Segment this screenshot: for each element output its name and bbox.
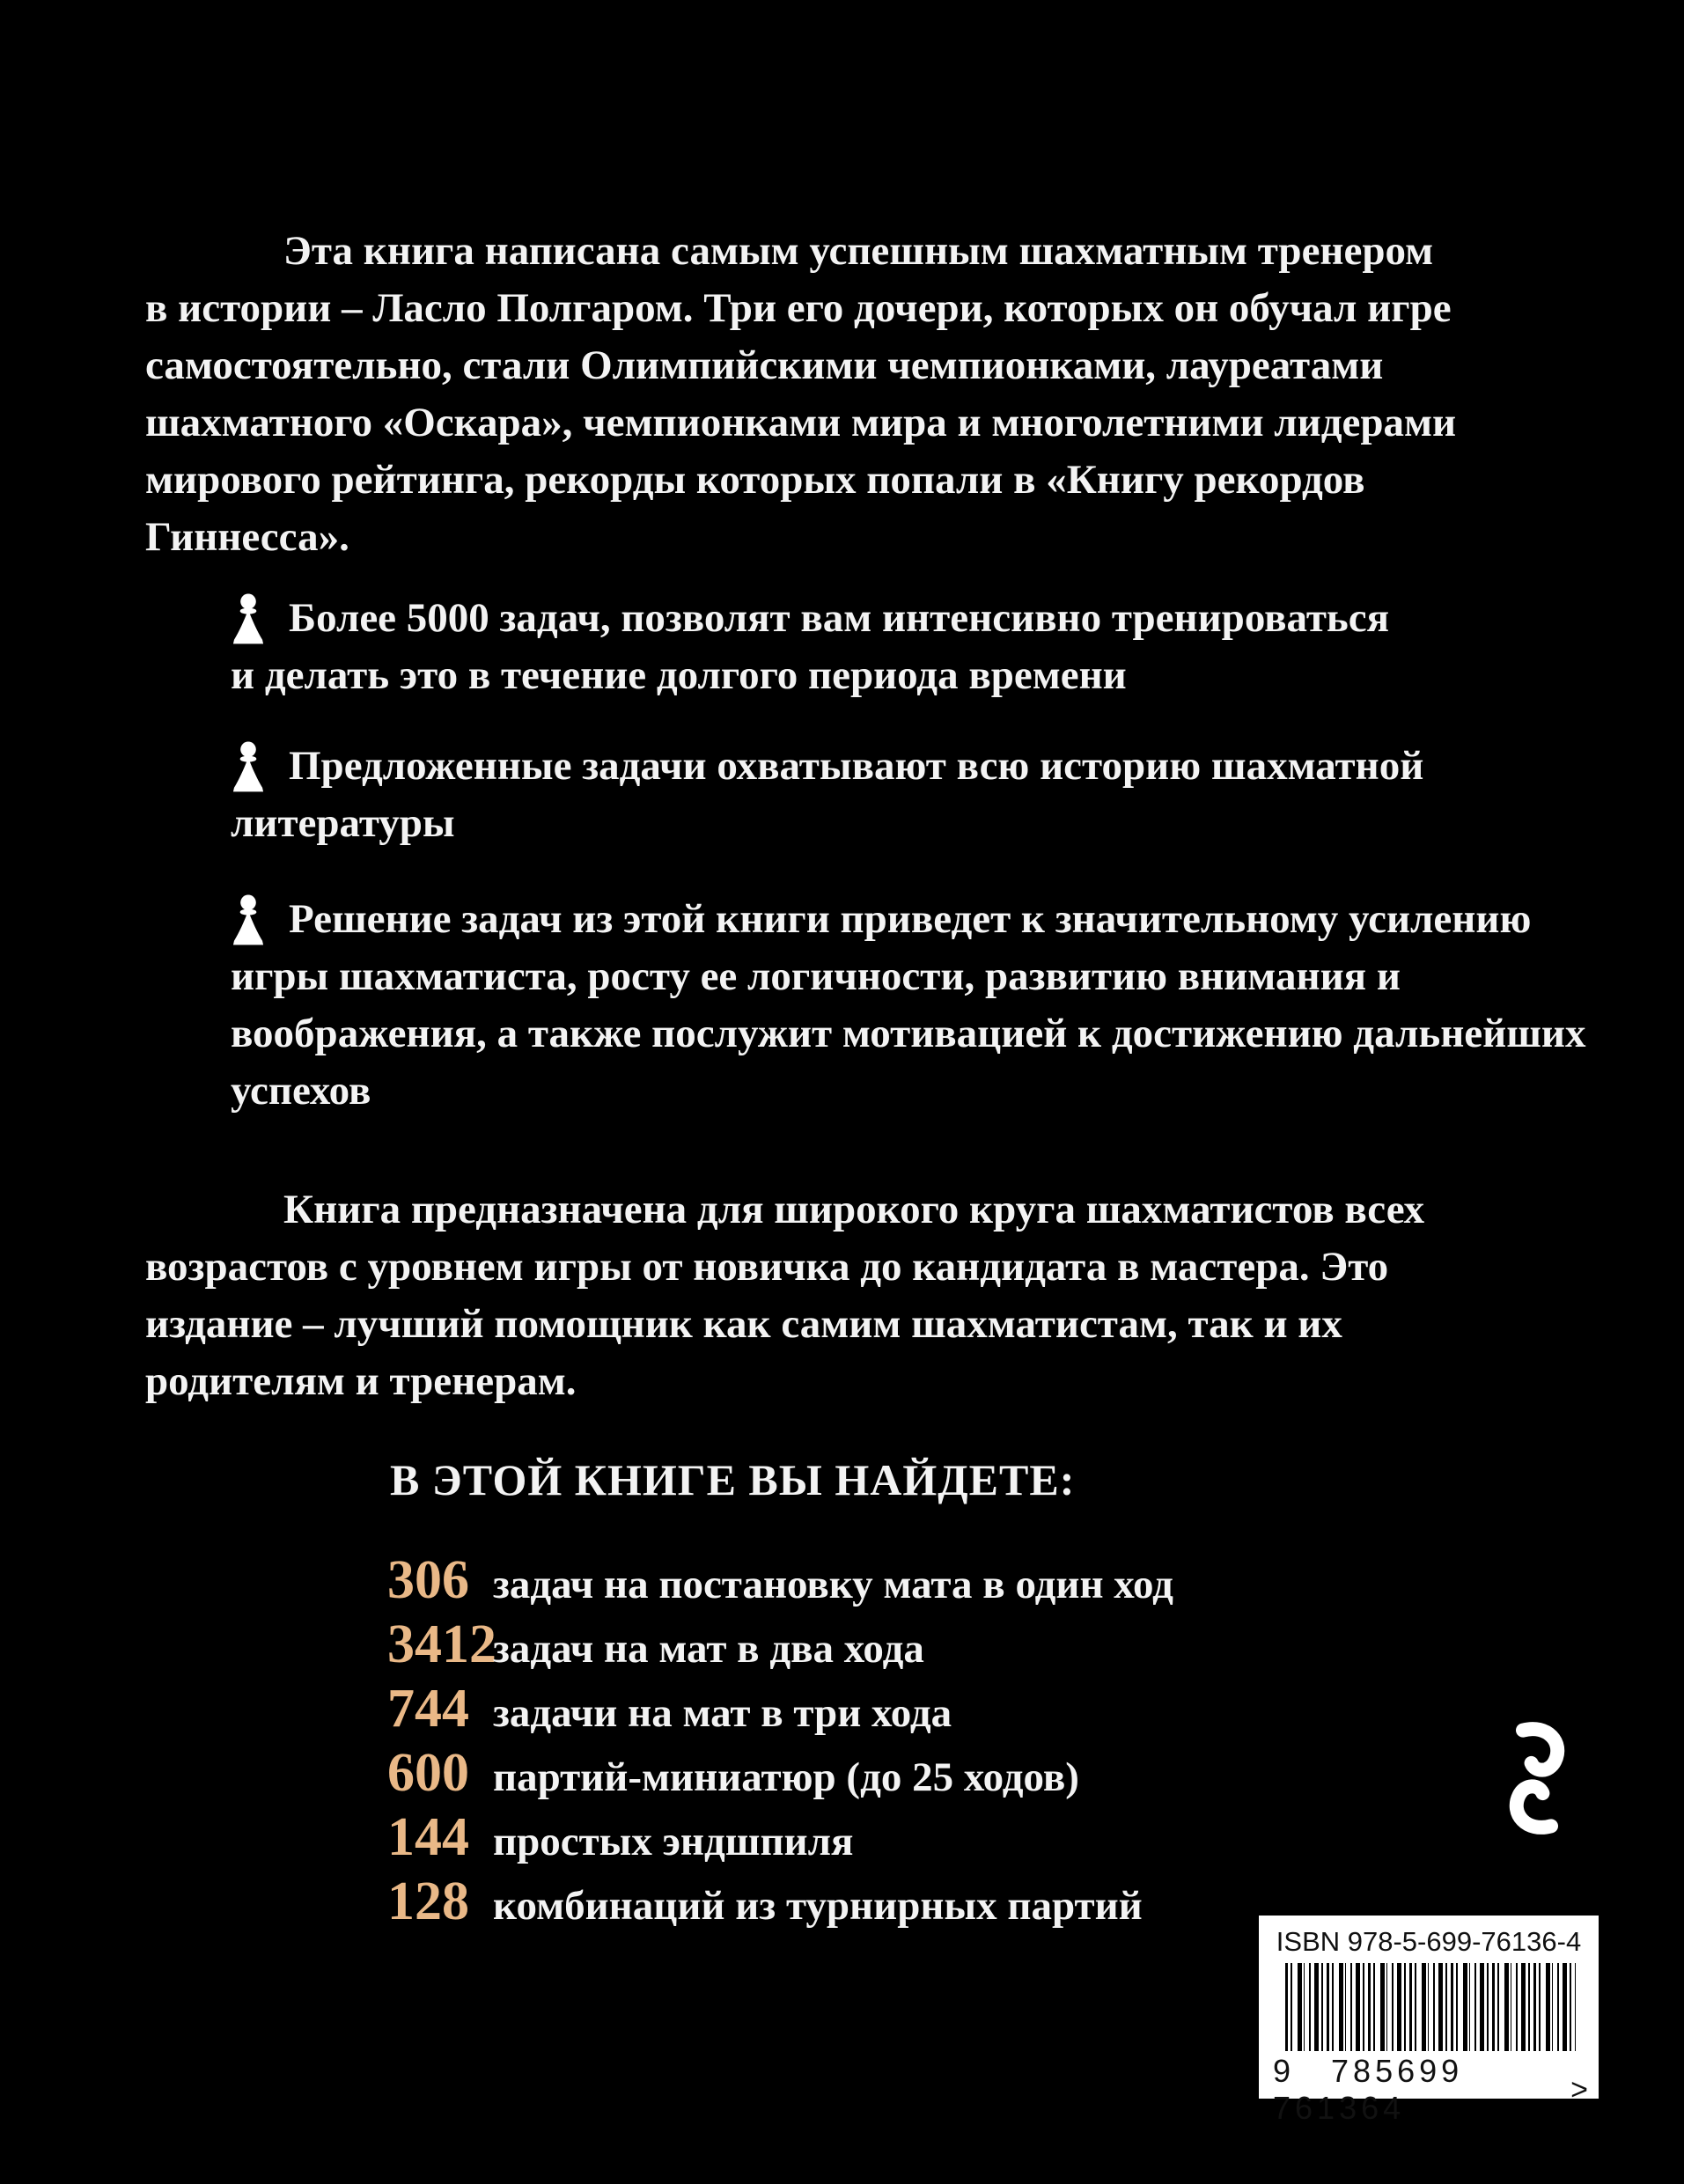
barcode-bars [1285, 1963, 1576, 2051]
contents-label: комбинаций из турнирных партий [493, 1883, 1143, 1929]
contents-label: задач на мат в два хода [493, 1626, 924, 1672]
barcode-arrow: > [1570, 2072, 1588, 2107]
intro-line: Эта книга написана самым успешным шахматным тренером [283, 228, 1434, 274]
intro-line: мирового рейтинга, рекорды которых попали в «Книгу рекордов [145, 457, 1365, 503]
intro-line: самостоятельно, стали Олимпийскими чемпионками, лауреатами [145, 342, 1384, 388]
audience-line: Книга предназначена для широкого круга шахматистов всех [283, 1187, 1425, 1232]
contents-count: 744 [387, 1679, 469, 1739]
contents-count: 306 [387, 1550, 469, 1610]
intro-line: Гиннесса». [145, 514, 349, 560]
contents-label: задачи на мат в три хода [493, 1690, 952, 1736]
bullet-line: успехов [231, 1068, 371, 1114]
contents-label: простых эндшпиля [493, 1819, 854, 1864]
bullet-text [231, 891, 1586, 1120]
bullet-line: Решение задач из этой книги приведет к значительному усилению [289, 896, 1532, 942]
barcode [1259, 1916, 1599, 2126]
isbn-label: ISBN 978-5-699-76136-4 [1276, 1926, 1582, 1957]
pawn-icon [231, 894, 266, 947]
intro-paragraph [145, 223, 1456, 566]
bullet-text [231, 738, 1423, 852]
contents-label: задач на постановку мата в один ход [493, 1562, 1173, 1607]
intro-line: в истории – Ласло Полгаром. Три его дочери, которых он обучал игре [145, 285, 1452, 331]
contents-row [387, 1678, 1173, 1742]
bullet-text [231, 590, 1389, 704]
intro-line: шахматного «Оскара», чемпионками мира и многолетними лидерами [145, 400, 1457, 445]
bullet-line: Более 5000 задач, позволят вам интенсивно тренироваться [289, 595, 1390, 641]
bullet-line: игры шахматиста, росту ее логичности, развитию внимания и [231, 953, 1401, 999]
bullet-item-3 [231, 891, 1586, 1120]
bullet-line: литературы [231, 800, 455, 846]
contents-row [387, 1806, 1173, 1871]
bullet-line: и делать это в течение долгого периода времени [231, 652, 1127, 698]
audience-paragraph [145, 1181, 1424, 1410]
pawn-icon [231, 593, 266, 646]
bullet-item-2 [231, 738, 1423, 852]
audience-line: издание – лучший помощник как самим шахматистам, так и их [145, 1301, 1342, 1347]
contents-count: 600 [387, 1743, 469, 1803]
audience-line: родителям и тренерам. [145, 1358, 577, 1404]
audience-line: возрастов с уровнем игры от новичка до кандидата в мастера. Это [145, 1244, 1389, 1290]
barcode-digits-row [1259, 2051, 1599, 2127]
eksmo-swirl-logo-icon [1495, 1717, 1579, 1840]
contents-count: 144 [387, 1807, 469, 1867]
pawn-icon [231, 741, 266, 794]
contents-row [387, 1871, 1173, 1935]
contents-row [387, 1549, 1173, 1614]
bullet-line: воображения, а также послужит мотивацией к достижению дальнейших [231, 1011, 1586, 1056]
publisher-logo [1495, 1717, 1579, 1844]
contents-row [387, 1742, 1173, 1806]
bullet-item-1 [231, 590, 1389, 704]
contents-label: партий-миниатюр (до 25 ходов) [493, 1754, 1079, 1800]
contents-heading: В ЭТОЙ КНИГЕ ВЫ НАЙДЕТЕ: [390, 1455, 1076, 1504]
contents-count: 3412 [387, 1614, 496, 1674]
contents-list [387, 1549, 1173, 1935]
contents-count: 128 [387, 1871, 469, 1931]
contents-row [387, 1614, 1173, 1678]
bullet-line: Предложенные задачи охватывают всю историю шахматной [289, 743, 1424, 789]
barcode-digits: 9 785699 761364 [1273, 2053, 1464, 2126]
